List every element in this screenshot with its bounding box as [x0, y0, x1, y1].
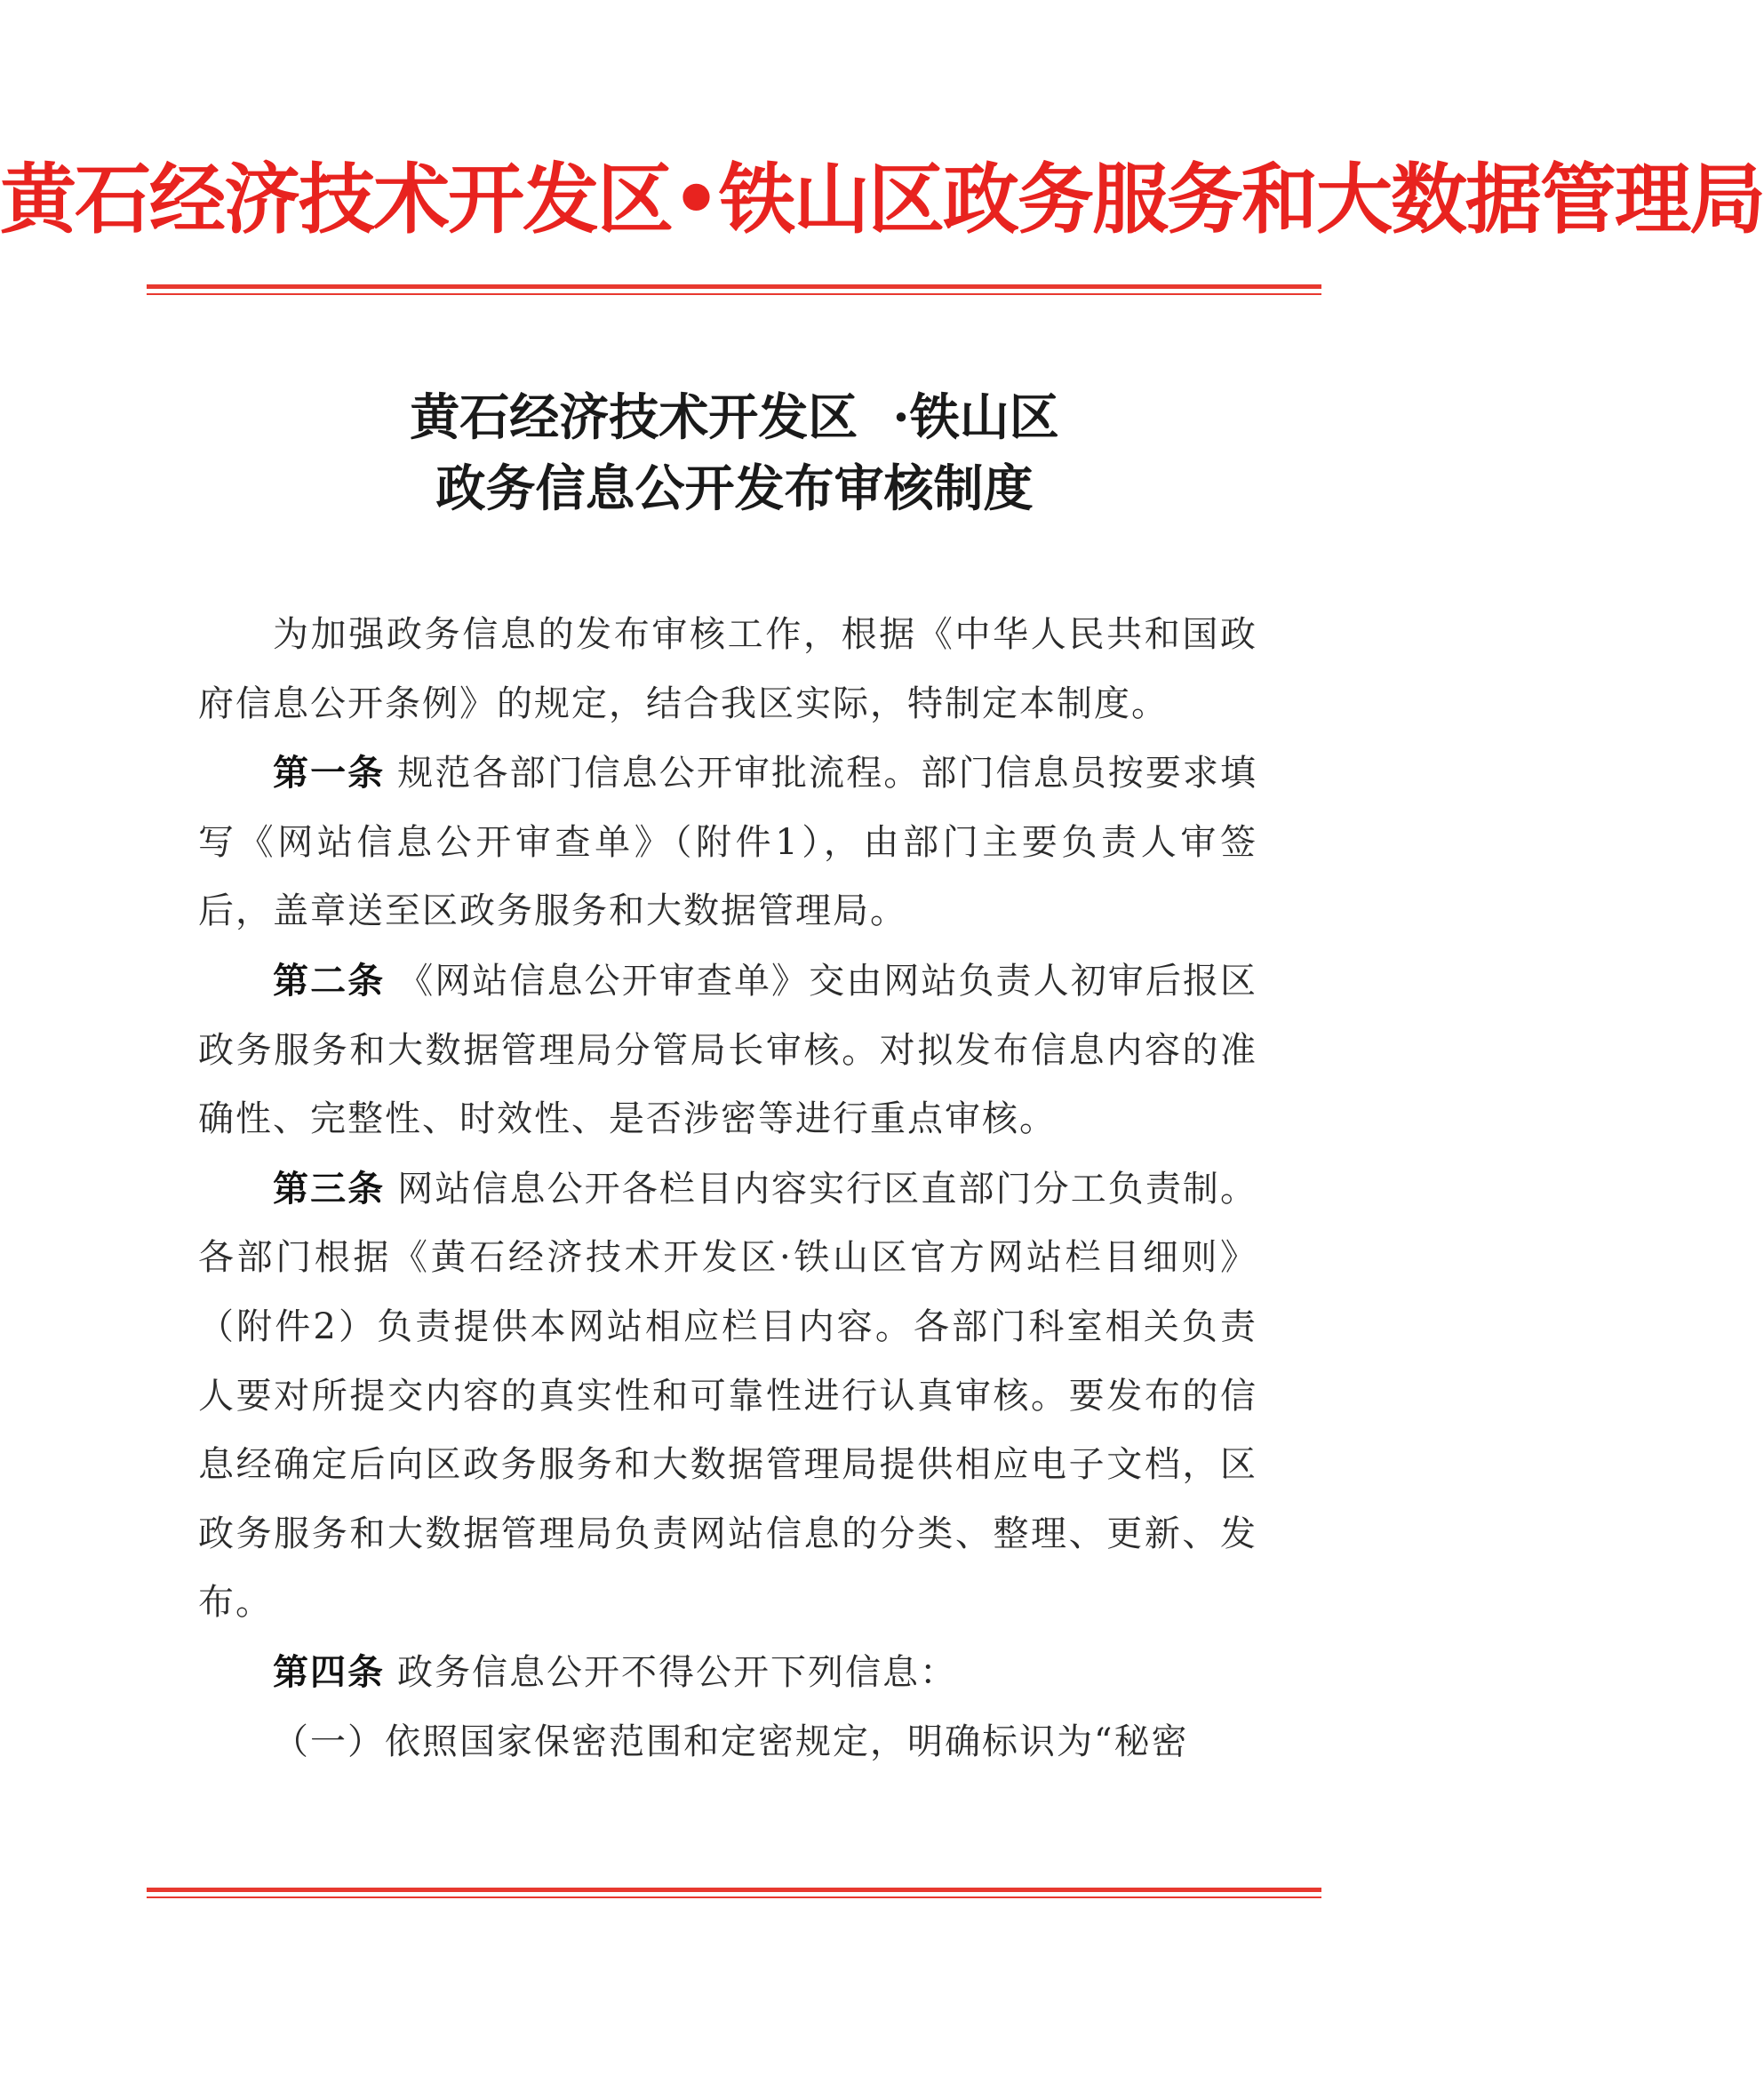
document-title	[0, 382, 1469, 524]
article-3-label: 第三条	[273, 1167, 386, 1210]
article-1-label: 第一条	[273, 752, 386, 794]
letterhead-org-name: 黄石经济技术开发区•铁山区政务服务和大数据管理局	[0, 155, 1764, 244]
article-3-text: 网站信息公开各栏目内容实行区直部门分工负责制。各部门根据《黄石经济技术开发区·铁山区官方网站栏目细则》（附件2）负责提供本网站相应栏目内容。各部门科室相关负责人要对所提交内容的真实性和可靠性进行认真审核。要发布的信息经确定后向区政务服务和大数据管理局提供相应电子文档，区政务服务和大数据管理局负责网站信息的分类、整理、更新、发布。	[198, 1168, 1258, 1624]
document-title-line-1: 黄石经济技术开发区 ·铁山区	[410, 388, 1059, 447]
article-4-label: 第四条	[273, 1650, 385, 1693]
article-4-item-1: （一）依照国家保密范围和定密规定，明确标识为“秘密	[273, 1721, 1189, 1762]
article-4-text: 政务信息公开不得公开下列信息：	[397, 1651, 957, 1693]
page-bottom-rule	[147, 1888, 1321, 1898]
article-2-text: 《网站信息公开审查单》交由网站负责人初审后报区政务服务和大数据管理局分管局长审核。对拟发布信息内容的准确性、完整性、时效性、是否涉密等进行重点审核。	[198, 960, 1258, 1140]
document-title-line-2: 政务信息公开发布审核制度	[435, 459, 1034, 518]
letterhead-top-rule	[147, 284, 1321, 295]
document-body	[198, 601, 1257, 1777]
article-2	[198, 946, 1257, 1154]
article-1-text: 规范各部门信息公开审批流程。部门信息员按要求填写《网站信息公开审查单》（附件1），由部门主要负责人审签后，盖章送至区政务服务和大数据管理局。	[198, 753, 1258, 932]
article-4	[198, 1638, 1257, 1708]
intro-paragraph: 为加强政务信息的发布审核工作，根据《中华人民共和国政府信息公开条例》的规定，结合我区实际，特制定本制度。	[198, 614, 1257, 724]
article-1	[198, 739, 1257, 946]
article-3	[198, 1154, 1257, 1638]
article-2-label: 第二条	[273, 959, 386, 1002]
